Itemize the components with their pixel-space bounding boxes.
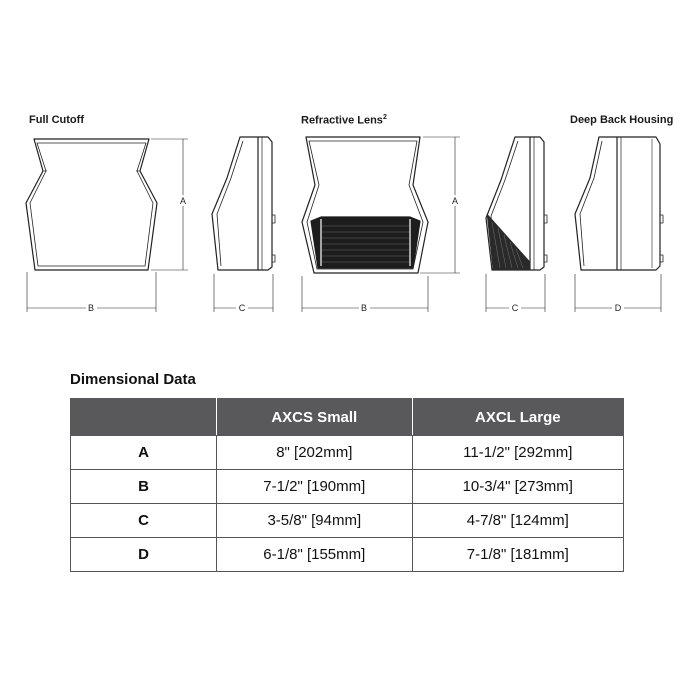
deep-back-housing-side-view	[575, 137, 663, 270]
refractive-lens-prism	[311, 217, 420, 268]
dim-label-c-2: C	[511, 303, 519, 313]
table-header-blank	[71, 399, 217, 436]
table-row	[71, 436, 624, 470]
dimensional-data-table	[70, 398, 624, 572]
row-label: C	[71, 504, 217, 538]
dim-label-b-2: B	[360, 303, 368, 313]
row-label: D	[71, 538, 217, 572]
dimensional-data-title: Dimensional Data	[70, 371, 196, 388]
column-header-small: AXCS Small	[217, 399, 413, 436]
row-label: B	[71, 470, 217, 504]
column-header-large: AXCL Large	[412, 399, 623, 436]
cell-small: 7-1/2" [190mm]	[217, 470, 413, 504]
dim-label-a-2: A	[451, 196, 459, 206]
view-title-refractive-lens-text: Refractive Lens	[301, 114, 383, 127]
refractive-lens-side-view	[486, 137, 547, 270]
table-row	[71, 504, 624, 538]
full-cutoff-side-view	[212, 137, 275, 270]
cell-large: 10-3/4" [273mm]	[412, 470, 623, 504]
table-row	[71, 538, 624, 572]
table-row	[71, 470, 624, 504]
cell-small: 6-1/8" [155mm]	[217, 538, 413, 572]
cell-small: 8" [202mm]	[217, 436, 413, 470]
cell-small: 3-5/8" [94mm]	[217, 504, 413, 538]
view-title-full-cutoff: Full Cutoff	[29, 114, 84, 126]
table-header-row	[71, 399, 624, 436]
dim-label-c-1: C	[238, 303, 246, 313]
view-title-deep-back-housing: Deep Back Housing	[570, 114, 674, 126]
dim-label-b-1: B	[87, 303, 95, 313]
dim-label-d: D	[614, 303, 622, 313]
full-cutoff-front-view	[26, 139, 157, 270]
view-title-superscript: 2	[382, 114, 387, 121]
cell-large: 4-7/8" [124mm]	[412, 504, 623, 538]
dim-label-a-1: A	[179, 196, 187, 206]
row-label: A	[71, 436, 217, 470]
cell-large: 7-1/8" [181mm]	[412, 538, 623, 572]
cell-large: 11-1/2" [292mm]	[412, 436, 623, 470]
